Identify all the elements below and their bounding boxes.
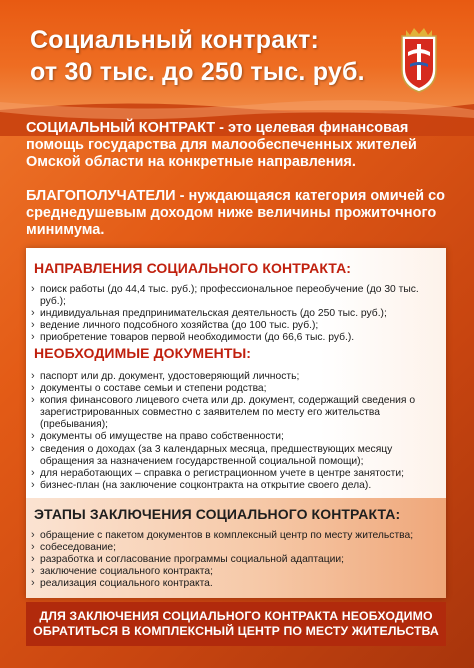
list-item: › паспорт или др. документ, удостоверяющий личность;	[30, 371, 442, 383]
documents-title: НЕОБХОДИМЫЕ ДОКУМЕНТЫ:	[34, 345, 252, 361]
footer-line2: ОБРАТИТЬСЯ В КОМПЛЕКСНЫЙ ЦЕНТР ПО МЕСТУ ЖИТЕЛЬСТВА	[33, 624, 439, 638]
stages-list	[30, 530, 442, 590]
poster-title-line2: от 30 тыс. до 250 тыс. руб.	[30, 58, 365, 86]
list-item: › разработка и согласование программы социальной адаптации;	[30, 554, 442, 566]
list-item: › заключение социального контракта;	[30, 566, 442, 578]
list-item: › реализация социального контракта.	[30, 578, 442, 590]
list-item: › приобретение товаров первой необходимости (до 66,6 тыс. руб.).	[30, 332, 442, 344]
definition-text: это целевая финансовая помощь государства для малообеспеченных жителей Омской области на конкретные направления.	[26, 120, 417, 170]
list-item: › документы о составе семьи и степени родства;	[30, 383, 442, 395]
list-item: › поиск работы (до 44,4 тыс. руб.); профессиональное переобучение (до 30 тыс. руб.);	[30, 284, 442, 308]
beneficiaries-text: нуждающаяся категория омичей со среднедушевым доходом ниже величины прожиточного минимума.	[26, 188, 446, 238]
footer-call-to-action	[26, 609, 446, 639]
list-item: › собеседование;	[30, 542, 442, 554]
stages-title: ЭТАПЫ ЗАКЛЮЧЕНИЯ СОЦИАЛЬНОГО КОНТРАКТА:	[34, 506, 401, 522]
definition-term: СОЦИАЛЬНЫЙ КОНТРАКТ -	[26, 120, 225, 136]
documents-list	[30, 371, 442, 492]
directions-title: НАПРАВЛЕНИЯ СОЦИАЛЬНОГО КОНТРАКТА:	[34, 260, 352, 276]
beneficiaries-block	[26, 188, 446, 240]
omsk-region-coat-of-arms-icon	[398, 26, 440, 94]
directions-list	[30, 284, 442, 344]
beneficiaries-term: БЛАГОПОЛУЧАТЕЛИ -	[26, 188, 185, 204]
list-item: › сведения о доходах (за 3 календарных месяца, предшествующих месяцу обращения за назначением государственной социальной помощи);	[30, 444, 442, 468]
list-item: › ведение личного подсобного хозяйства (до 100 тыс. руб.);	[30, 320, 442, 332]
list-item: › копия финансового лицевого счета или др. документ, содержащий сведения о зарегистрированных совместно с заявителем по месту его жительства (пребывания);	[30, 395, 442, 431]
definition-block	[26, 120, 446, 178]
list-item: › бизнес-план (на заключение соцконтракта на открытие своего дела).	[30, 480, 442, 492]
list-item: › обращение с пакетом документов в комплексный центр по месту жительства;	[30, 530, 442, 542]
list-item: › индивидуальная предпринимательская деятельность (до 250 тыс. руб.);	[30, 308, 442, 320]
list-item: › документы об имуществе на право собственности;	[30, 431, 442, 443]
footer-line1: ДЛЯ ЗАКЛЮЧЕНИЯ СОЦИАЛЬНОГО КОНТРАКТА НЕОБХОДИМО	[39, 609, 433, 623]
poster-title-line1: Социальный контракт:	[30, 26, 320, 54]
list-item: › для неработающих – справка о регистрационном учете в центре занятости;	[30, 468, 442, 480]
